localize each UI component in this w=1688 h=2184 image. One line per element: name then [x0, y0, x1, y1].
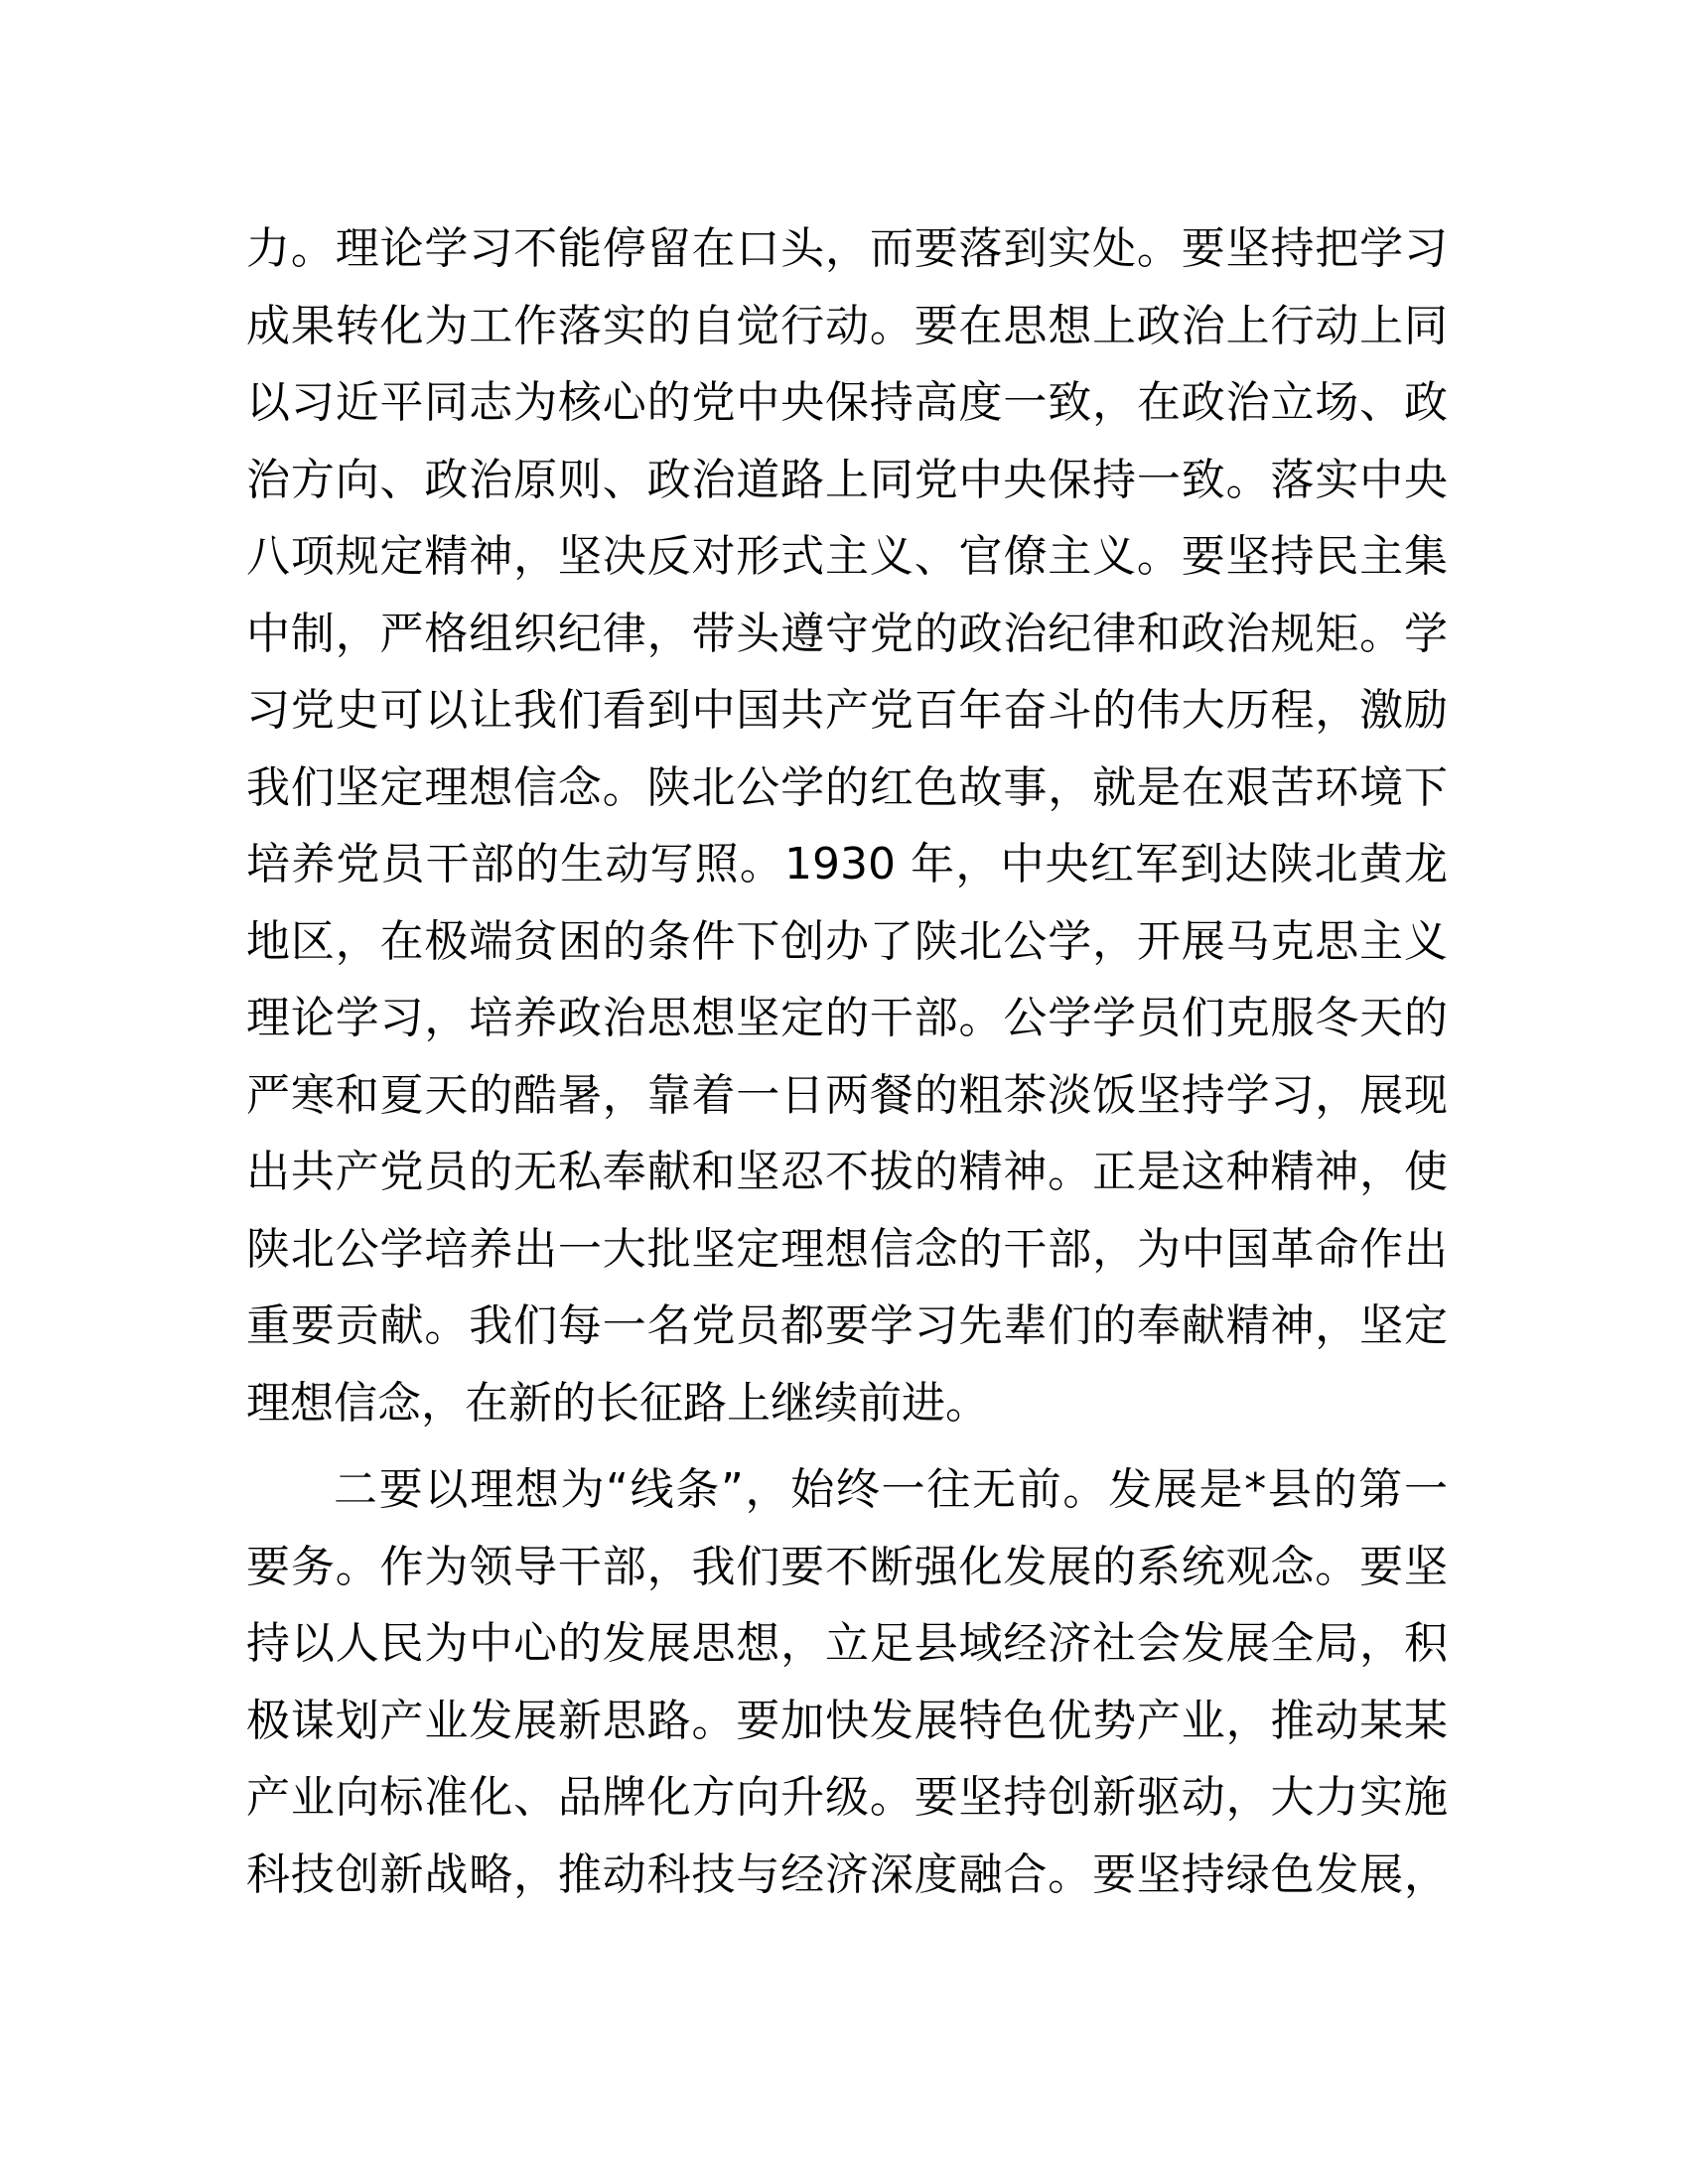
text-line: 陕北公学培养出一大批坚定理想信念的干部，为中国革命作出	[246, 1223, 1448, 1275]
text-line: 习党史可以让我们看到中国共产党百年奋斗的伟大历程，激励	[246, 685, 1448, 736]
text-line: 中制，严格组织纪律，带头遵守党的政治纪律和政治规矩。学	[246, 608, 1448, 659]
text-line: 理想信念，在新的长征路上继续前进。	[246, 1377, 989, 1429]
text-line: 八项规定精神，坚决反对形式主义、官僚主义。要坚持民主集	[246, 531, 1448, 582]
body-text	[246, 210, 1448, 1913]
text-line: 力。理论学习不能停留在口头，而要落到实处。要坚持把学习	[246, 223, 1448, 274]
paragraph-2	[246, 1451, 1448, 1913]
text-line: 持以人民为中心的发展思想，立足县域经济社会发展全局，积	[246, 1618, 1448, 1669]
text-line: 科技创新战略，推动科技与经济深度融合。要坚持绿色发展，	[246, 1848, 1448, 1900]
text-line: 严寒和夏天的酷暑，靠着一日两餐的粗茶淡饭坚持学习，展现	[246, 1069, 1448, 1121]
text-line: 重要贡献。我们每一名党员都要学习先辈们的奉献精神，坚定	[246, 1300, 1448, 1351]
paragraph-1	[246, 210, 1448, 1441]
text-line: 要务。作为领导干部，我们要不断强化发展的系统观念。要坚	[246, 1541, 1448, 1592]
paragraph-spacer	[246, 1441, 1448, 1451]
text-line: 成果转化为工作落实的自觉行动。要在思想上政治上行动上同	[246, 300, 1448, 351]
text-line: 我们坚定理想信念。陕北公学的红色故事，就是在艰苦环境下	[246, 761, 1448, 813]
text-line: 出共产党员的无私奉献和坚忍不拔的精神。正是这种精神，使	[246, 1147, 1448, 1197]
text-line: 治方向、政治原则、政治道路上同党中央保持一致。落实中央	[246, 454, 1448, 505]
text-line: 产业向标准化、品牌化方向升级。要坚持创新驱动，大力实施	[246, 1772, 1448, 1823]
text-line: 理论学习，培养政治思想坚定的干部。公学学员们克服冬天的	[246, 993, 1448, 1043]
text-line: 以习近平同志为核心的党中央保持高度一致，在政治立场、政	[246, 377, 1448, 428]
text-line: 培养党员干部的生动写照。1930 年，中央红军到达陕北黄龙	[246, 839, 1448, 889]
text-line: 二要以理想为“线条”，始终一往无前。发展是*县的第一	[334, 1464, 1448, 1515]
text-line: 地区，在极端贫困的条件下创办了陕北公学，开展马克思主义	[246, 915, 1448, 967]
text-line: 极谋划产业发展新思路。要加快发展特色优势产业，推动某某	[246, 1695, 1448, 1746]
